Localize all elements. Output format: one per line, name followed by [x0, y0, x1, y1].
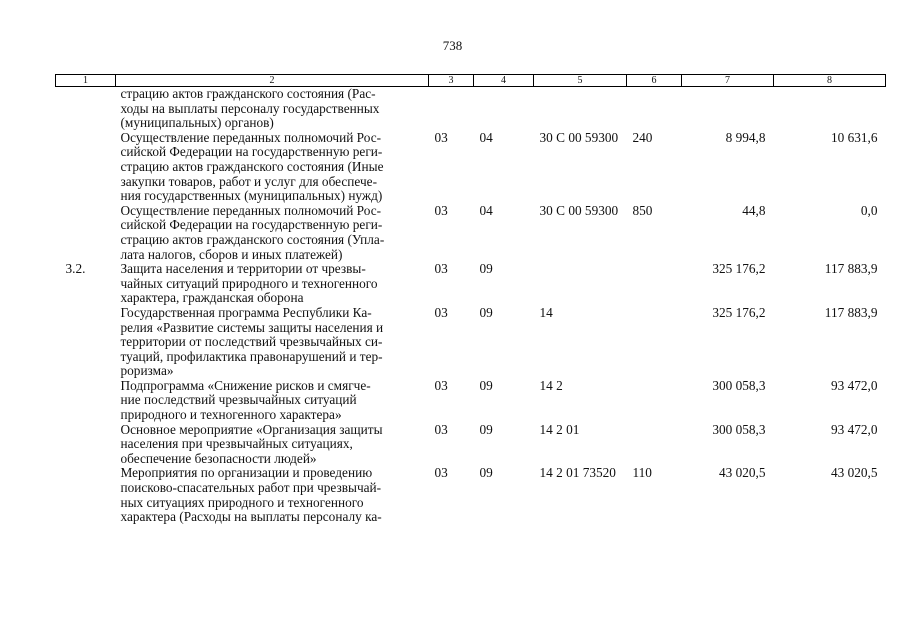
row-target-article: 14	[539, 304, 553, 320]
row-amount-1: 8 994,8	[725, 129, 766, 145]
row-expense-type	[627, 379, 682, 423]
row-subsection: 09	[479, 261, 493, 277]
row-number	[56, 423, 116, 467]
row-section: 03	[434, 465, 448, 481]
row-section: 03	[434, 421, 448, 437]
row-section: 03	[434, 377, 448, 393]
row-subsection: 04	[479, 202, 493, 218]
row-name: страцию актов гражданского состояния (Рас- ходы на выплаты персоналу государственных (муниципальных) органов)	[120, 86, 380, 131]
header-col-7: 7	[682, 75, 774, 87]
table-row	[56, 131, 886, 204]
row-subsection: 04	[479, 129, 493, 145]
row-subsection: 09	[479, 465, 493, 481]
row-target-article: 14 2 01	[539, 421, 580, 437]
table-row	[56, 466, 886, 524]
header-col-1: 1	[56, 75, 116, 87]
row-name: Защита населения и территории от чрезвы- чайных ситуаций природного и техногенного характера, гражданская оборона	[120, 261, 378, 306]
budget-table	[55, 74, 886, 525]
table-row	[56, 204, 886, 262]
row-subsection: 09	[479, 304, 493, 320]
row-section: 03	[434, 261, 448, 277]
row-name: Осуществление переданных полномочий Рос- сийской Федерации на государственную реги- страцию актов гражданского состояния (Иные закупки товаров, работ и услуг для обеспече- ния государственных (муниципальных) нужд)	[120, 129, 384, 204]
table-row	[56, 423, 886, 467]
row-section: 03	[434, 202, 448, 218]
row-number	[56, 466, 116, 524]
table-row	[56, 87, 886, 131]
header-col-4: 4	[474, 75, 534, 87]
row-expense-type	[627, 423, 682, 467]
row-expense-type: 110	[632, 465, 652, 481]
row-amount-1: 325 176,2	[712, 304, 766, 320]
header-col-6: 6	[627, 75, 682, 87]
row-target-article	[534, 87, 627, 131]
row-amount-2: 0,0	[860, 202, 878, 218]
row-name: Государственная программа Республики Ка- релия «Развитие системы защиты населения и территории от последствий чрезвычайных си- туаций, профилактика правонарушений и тер- роризма»	[120, 304, 384, 379]
row-subsection: 09	[479, 421, 493, 437]
row-amount-1: 44,8	[742, 202, 766, 218]
header-col-3: 3	[429, 75, 474, 87]
row-target-article	[534, 262, 627, 306]
row-subsection	[474, 87, 534, 131]
row-subsection: 09	[479, 377, 493, 393]
row-name: Мероприятия по организации и проведению поисково-спасательных работ при чрезвычай- ных ситуациях природного и техногенного характера (Расходы на выплаты персоналу ка-	[120, 465, 382, 525]
header-row	[56, 75, 886, 87]
row-number	[56, 306, 116, 379]
row-target-article: 14 2 01 73520	[539, 465, 616, 481]
row-target-article: 30 С 00 59300	[539, 129, 619, 145]
row-number	[56, 131, 116, 204]
header-col-2: 2	[116, 75, 429, 87]
row-amount-2	[774, 87, 886, 131]
row-amount-2: 43 020,5	[830, 465, 878, 481]
row-amount-2: 117 883,9	[824, 261, 878, 277]
row-amount-2: 93 472,0	[830, 421, 878, 437]
row-amount-2: 93 472,0	[830, 377, 878, 393]
row-number	[56, 379, 116, 423]
row-amount-2: 10 631,6	[830, 129, 878, 145]
row-expense-type	[627, 87, 682, 131]
row-expense-type	[627, 306, 682, 379]
row-section	[429, 87, 474, 131]
row-number	[56, 204, 116, 262]
row-target-article: 14 2	[539, 377, 563, 393]
row-expense-type: 850	[632, 202, 653, 218]
row-number	[56, 87, 116, 131]
row-amount-1: 300 058,3	[712, 377, 766, 393]
header-col-8: 8	[774, 75, 886, 87]
row-expense-type	[627, 262, 682, 306]
page-number: 738	[442, 38, 463, 53]
row-target-article: 30 С 00 59300	[539, 202, 619, 218]
table-row	[56, 379, 886, 423]
row-amount-1: 325 176,2	[712, 261, 766, 277]
row-section: 03	[434, 129, 448, 145]
row-amount-2: 117 883,9	[824, 304, 878, 320]
row-name: Подпрограмма «Снижение рисков и смягче- ние последствий чрезвычайных ситуаций природного и техногенного характера»	[120, 377, 371, 423]
row-expense-type: 240	[632, 129, 653, 145]
row-amount-1: 300 058,3	[712, 421, 766, 437]
row-number: 3.2.	[65, 261, 86, 277]
table-row	[56, 306, 886, 379]
row-amount-1: 43 020,5	[718, 465, 766, 481]
row-amount-1	[682, 87, 774, 131]
table-row	[56, 262, 886, 306]
header-col-5: 5	[534, 75, 627, 87]
table-body	[56, 87, 886, 525]
row-section: 03	[434, 304, 448, 320]
row-name: Осуществление переданных полномочий Рос- сийской Федерации на государственную реги- страцию актов гражданского состояния (Упла- лата налогов, сборов и иных платежей)	[120, 202, 385, 262]
table-header	[56, 75, 886, 87]
row-name: Основное мероприятие «Организация защиты населения при чрезвычайных ситуациях, обеспечение безопасности людей»	[120, 421, 383, 466]
